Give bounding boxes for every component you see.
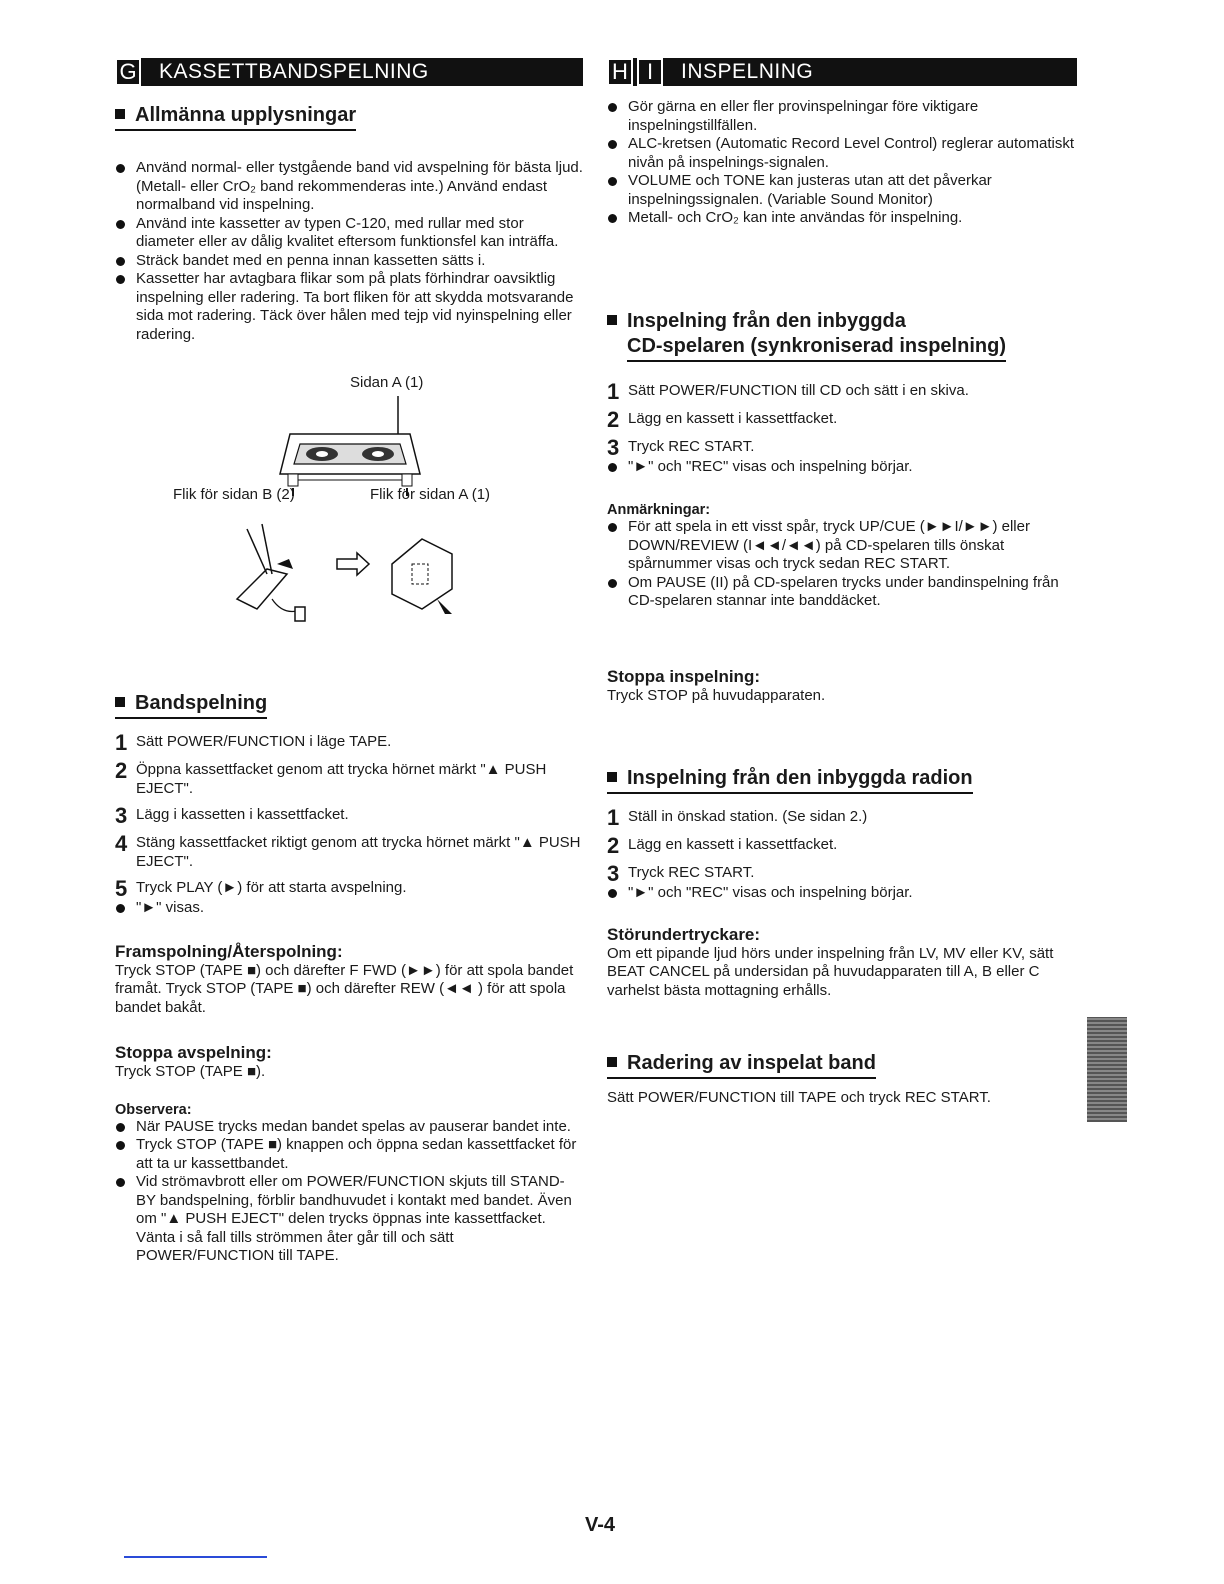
cd-steps (607, 378, 1079, 460)
list-item: För att spela in ett visst spår, tryck UP/CUE (►►I/►►) eller DOWN/REVIEW (I◄◄/◄◄) på CD-spelaren tills önskat spårnummer visas och tryck sedan REC START. (607, 518, 1079, 574)
list-item: "►" och "REC" visas och inspelning börjar. (607, 884, 1079, 903)
stop-playback-text: Tryck STOP (TAPE ■). (115, 1063, 266, 1080)
right-column (607, 58, 1079, 1108)
list-item: Vid strömavbrott eller om POWER/FUNCTION skjuts till STAND-BY bandspelning, förblir bandhuvudet i kontakt med bandet. Även om "▲ PUSH EJECT" delen trycks öppnas inte kassettfacket. Vänta i så fall tills strömmen åter går till och sätt POWER/FUNCTION till TAPE. (115, 1173, 583, 1266)
erase-text: Sätt POWER/FUNCTION till TAPE och tryck REC START. (607, 1089, 991, 1106)
ffrew-text: Tryck STOP (TAPE ■) och därefter F FWD (►►) för att spola bandet framåt. Tryck STOP (TAPE ■) och därefter REW (◄◄ ) för att spola bandet bakåt. (115, 961, 574, 1016)
list-item: "►" och "REC" visas och inspelning börjar. (607, 458, 1079, 477)
list-item: 1 Sätt POWER/FUNCTION till CD och sätt i en skiva. (607, 378, 969, 404)
radio-recording-heading: Inspelning från den inbyggda radion (607, 767, 973, 794)
playback-steps (115, 730, 583, 901)
general-info-heading: Allmänna upplysningar (115, 104, 356, 131)
list-item: Använd normal- eller tystgående band vid avspelning för bästa ljud. (Metall- eller CrO₂ band rekommenderas inte.) Använd endast normalband vid inspelning. (115, 159, 583, 215)
stop-playback-heading: Stoppa avspelning: (115, 1043, 272, 1062)
stop-recording-text: Tryck STOP på huvudapparaten. (607, 686, 826, 704)
list-item: Använd inte kassetter av typen C-120, med rullar med stor diameter eller av dålig kvalitet eftersom funktionsfel kan inträffa. (115, 215, 583, 252)
list-item: 1 Ställ in önskad station. (Se sidan 2.) (607, 805, 868, 830)
playback-bullet-list (115, 899, 583, 918)
footer-link-line (124, 1556, 267, 1558)
noise-text: Om ett pipande ljud hörs under inspelning från LV, MV eller KV, sätt BEAT CANCEL på undersidan på huvudapparaten till A, B eller C varhelst bästa mottagning erhålls. (607, 944, 1054, 999)
list-item: 3 Tryck REC START. (607, 434, 755, 460)
radio-bullet-list (607, 884, 1079, 903)
side-a-label: Sidan A (1) (350, 374, 424, 391)
list-item: 3 Tryck REC START. (607, 861, 755, 886)
list-item: "►" visas. (115, 899, 583, 918)
list-item: Tryck STOP (TAPE ■) knappen och öppna sedan kassettfacket för att ta ur kassettbandet. (115, 1136, 583, 1173)
cd-bullet-list (607, 458, 1079, 477)
list-item: ALC-kretsen (Automatic Record Level Control) reglerar automatiskt nivån på inspelnings-signalen. (607, 135, 1079, 172)
notes-heading: Observera: (115, 1101, 192, 1118)
ffrew-heading: Framspolning/Återspolning: (115, 941, 343, 961)
tab-a-label: Flik för sidan A (1) (370, 486, 491, 503)
cassette-figure (115, 374, 583, 674)
tab-b-label: Flik för sidan B (2) (173, 486, 295, 503)
noise-heading: Störundertryckare: (607, 924, 761, 944)
list-item: När PAUSE trycks medan bandet spelas av pauserar bandet inte. (115, 1118, 583, 1137)
list-item: 3 Lägg i kassetten i kassettfacket. (115, 803, 349, 828)
section-letter: G (115, 58, 141, 86)
list-item: Gör gärna en eller fler provinspelningar före viktigare inspelningstillfällen. (607, 98, 1079, 135)
notes-list (115, 1118, 583, 1266)
section-header-cassette (115, 58, 583, 86)
stop-recording-heading: Stoppa inspelning: (607, 666, 760, 686)
radio-steps (607, 805, 1079, 886)
cd-notes-list (607, 518, 1079, 611)
tab-removal-illustration (227, 519, 467, 629)
page-number: V-4 (585, 1514, 616, 1536)
erase-heading: Radering av inspelat band (607, 1052, 876, 1079)
general-info-list (115, 159, 583, 344)
list-item: 1 Sätt POWER/FUNCTION i läge TAPE. (115, 730, 392, 755)
list-item: Om PAUSE (II) på CD-spelaren trycks under bandinspelning från CD-spelaren stannar inte banddäcket. (607, 574, 1079, 611)
section-title: INSPELNING (681, 60, 814, 83)
list-item: 2 Lägg en kassett i kassettfacket. (607, 406, 838, 432)
cd-notes-heading: Anmärkningar: (607, 502, 711, 518)
page-tab-marker (1087, 1017, 1127, 1122)
list-item: Sträck bandet med en penna innan kassetten sätts i. (115, 252, 583, 271)
section-letter: H (607, 58, 633, 86)
list-item: 5 Tryck PLAY (►) för att starta avspelning. (115, 876, 407, 901)
list-item: VOLUME och TONE kan justeras utan att det påverkar inspelningssignalen. (Variable Sound Monitor) (607, 172, 1079, 209)
list-item: 4 Stäng kassettfacket riktigt genom att trycka hörnet märkt "▲ PUSH EJECT". (115, 831, 581, 870)
list-item: Kassetter har avtagbara flikar som på plats förhindrar oavsiktlig inspelning eller radering. Ta bort fliken för att skydda motsvarande sida mot radering. Täck över hålen med tejp vid nyinspelning eller radering. (115, 270, 583, 344)
section-title: KASSETTBANDSPELNING (159, 60, 429, 83)
list-item: 2 Lägg en kassett i kassettfacket. (607, 833, 838, 858)
cassette-illustration (260, 396, 430, 496)
list-item: Metall- och CrO₂ kan inte användas för inspelning. (607, 209, 1079, 228)
section-header-recording (607, 58, 1077, 86)
recording-intro-list (607, 98, 1079, 228)
section-letter: I (637, 58, 663, 86)
left-column (115, 58, 583, 1266)
playback-heading: Bandspelning (115, 692, 267, 719)
cd-recording-heading: Inspelning från den inbyggda CD-spelaren (synkroniserad inspelning) (607, 310, 1079, 362)
list-item: 2 Öppna kassettfacket genom att trycka hörnet märkt "▲ PUSH EJECT". (115, 758, 547, 797)
